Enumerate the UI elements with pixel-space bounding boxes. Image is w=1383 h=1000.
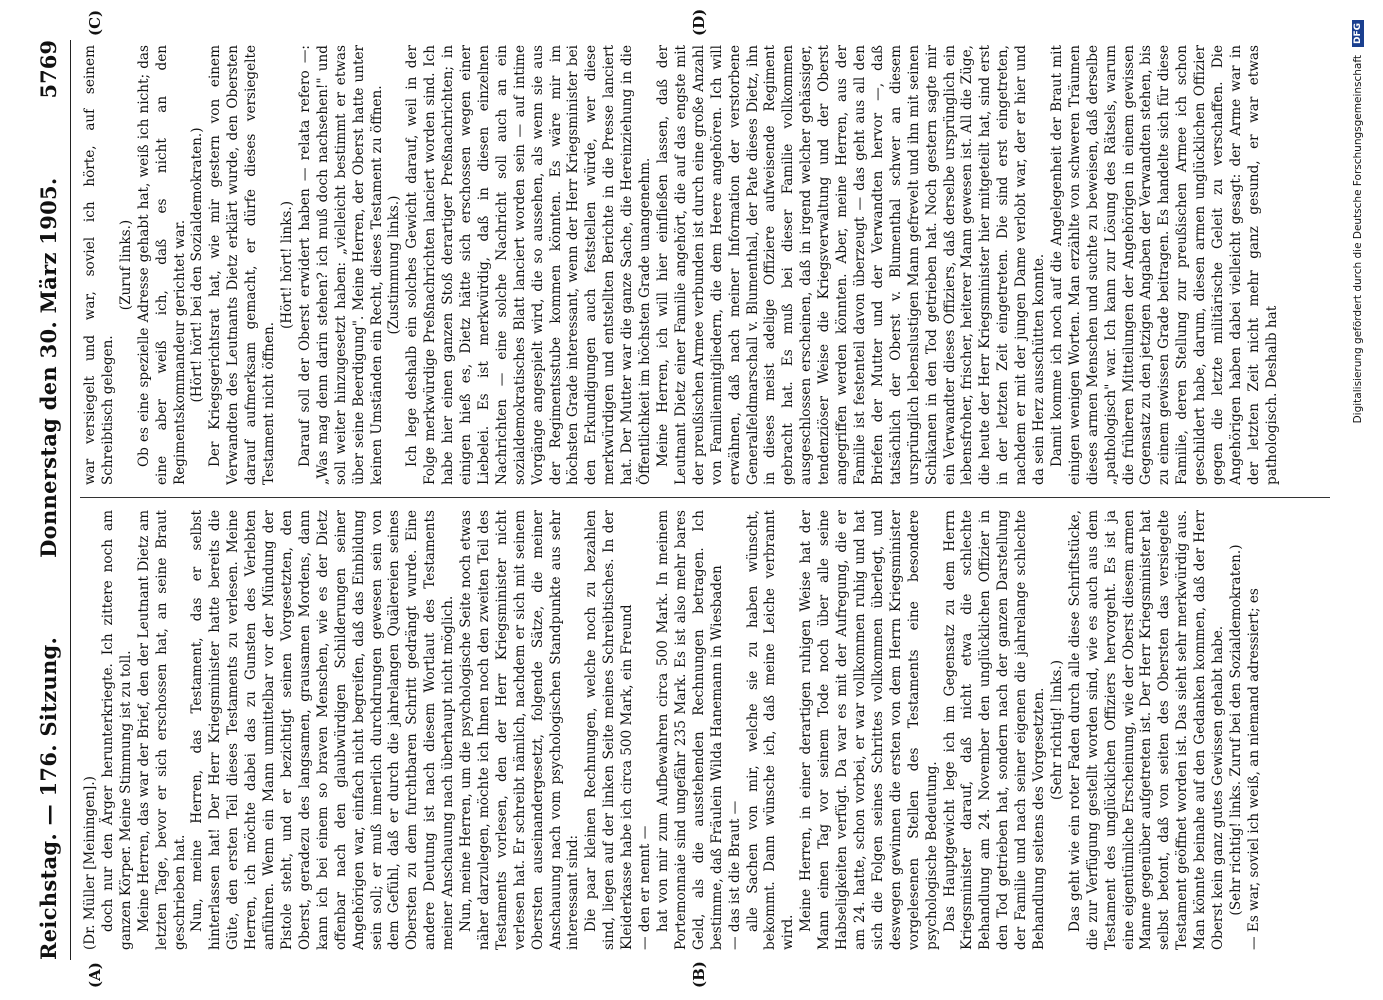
margin-marker-c: (C) <box>86 9 104 36</box>
page-header <box>36 40 71 960</box>
paragraph: Nun, meine Herren, um die psychologische Seite noch etwas näher darzulegen, möchte ich Ihnen noch den zweiten Teil des Testaments vorlesen, den der Herr Kriegsminister nicht verlesen hat. Er schreibt nämlich, nachdem er sich mit seinem Obersten auseinandergesetzt, folgende Sätze, die meiner Anschauung nach vom psychologischen Standpunkte aus sehr interessant sind: <box>458 510 582 950</box>
speaker-line: (Dr. Müller [Meiningen].) <box>82 776 98 950</box>
column-divider <box>80 497 1330 498</box>
quoted-paragraph: hat von mir zum Aufbewahren circa 500 Mark. In meinem Portemonnaie sind ungefähr 235 Mark. Es ist also mehr bares Geld, als die ausstehenden Rechnungen betragen. Ich bestimme, daß Fräulein Wilda Hanemann in Wiesbaden <box>655 510 725 950</box>
page-number: 5769 <box>36 40 61 99</box>
quoted-paragraph: Die paar kleinen Rechnungen, welche noch zu bezahlen sind, liegen auf der linken Seite meines Schreibtisches. In der Kleiderkasse habe ich circa 500 Mark, ein Freund <box>583 510 636 950</box>
digitization-credit <box>1352 20 1364 423</box>
paragraph: doch nur den Ärger herunterkriegte. Ich zittere noch am ganzen Körper. Meine Stimmung ist zu toll. <box>99 510 134 950</box>
right-column <box>82 45 1322 485</box>
audience-reaction: (Zustimmung links.) <box>386 195 403 335</box>
paragraph: Meine Herren, ich will hier einfließen lassen, daß der Leutnant Dietz einer Familie angehört, die auf das engste mit der preußischen Armee verbunden ist durch eine große Anzahl von Familienmitgliedern, die dem Heere angehören. Ich will erwähnen, daß nach meiner Information der verstorbene Generalfeldmarschall v. Blumenthal, der Pate dieses Dietz, ihn in dieses meist adelige Offiziere aufweisende Regiment gebracht hat. Es muß bei dieser Familie vollkommen ausgeschlossen erscheinen, daß in irgend welcher gehässiger, tendenziöser Weise die Kriegsverwaltung und der Oberst angegriffen werden könnten. Aber, meine Herren, aus der Familie ist festenteil davon überzeugt — das geht aus all den Briefen der Mutter und der Verwandten hervor —, daß tatsächlich der Oberst v. Blumenthal schwer an diesem ursprünglich lebenslustigen Mann gefrevelt und ihn mit seinen Schikanen in den Tod getrieben hat. Noch gestern sagte mir ein Verwandter dieses Offiziers, daß derselbe ursprünglich ein lebensfroher, frischer, heiterer Mann gewesen ist. All die Züge, die heute der Herr Kriegsminister hier mitgeteilt hat, sind erst in der letzten Zeit eingetreten. Die sind erst eingetreten, nachdem er mit der jungen Dame verlobt war, der er hier und da sein Herz ausschütten konnte. <box>655 45 1048 485</box>
interjection: — das ist die Braut — <box>726 800 743 950</box>
audience-reaction: (Sehr richtig! links. Zuruf bei den Sozialdemokraten.) <box>1228 544 1244 916</box>
header-session: Reichstag. — 176. Sitzung. <box>36 636 61 960</box>
audience-reaction: (Hört! hört! bei den Sozialdemokraten.) <box>189 127 206 403</box>
audience-reaction: (Hört! hört! links.) <box>278 200 295 330</box>
paragraph: Meine Herren, das war der Brief, den der Leutnant Dietz am letzten Tage, bevor er sich erschossen hat, an seine Braut geschrieben hat. <box>135 510 188 950</box>
quoted-paragraph: alle Sachen von mir, welche sie zu haben wünscht, bekommt. Dann wünsche ich, daß meine Leiche verbrannt wird. <box>744 510 797 950</box>
margin-marker-a: (A) <box>86 962 104 988</box>
paragraph: Das Hauptgewicht lege ich im Gegensatz zu dem Herrn Kriegsminister darauf, daß nicht etwa die schlechte Behandlung am 24. November den unglücklichen Offizier in den Tod getrieben hat, sondern nach der ganzen Darstellung der Familie und nach seiner eigenen die jahrelange schlechte Behandlung seitens des Vorgesetzten. <box>941 510 1048 950</box>
dfg-logo: DFG <box>1352 20 1364 47</box>
paragraph: Ob es eine spezielle Adresse gehabt hat, weiß ich nicht; das eine aber weiß ich, daß es nicht an den Regimentskommandeur gerichtet war. <box>135 45 188 485</box>
paragraph: Der Kriegsgerichtsrat hat, wie mir gestern von einem Verwandten des Leutnants Dietz erklärt wurde, den Obersten darauf aufmerksam gemacht, er dürfe dieses versiegelte Testament nicht öffnen. <box>207 45 278 485</box>
paragraph: — Es war, soviel ich weiß, an niemand adressiert; es <box>1245 588 1262 950</box>
audience-reaction: (Sehr richtig! links.) <box>1048 659 1065 801</box>
margin-marker-d: (D) <box>690 8 708 36</box>
credit-text: Digitalisierung gefördert durch die Deutsche Forschungsgemeinschaft <box>1352 55 1364 424</box>
margin-marker-b: (B) <box>690 961 708 988</box>
audience-reaction: (Zuruf links.) <box>117 219 134 311</box>
paragraph: Darauf soll der Oberst erwidert haben — relata refero —: „Was mag denn darin stehen? ich muß doch nachsehen!" und soll weiter hinzugesetzt haben: „vielleicht bestimmt er etwas über seine Beerdigung". Meine Herren, der Oberst hatte unter keinen Umständen ein Recht, dieses Testament zu öffnen. <box>296 45 385 485</box>
interjection: — den er nennt — <box>637 825 654 950</box>
paragraph: Ich lege deshalb ein solches Gewicht darauf, weil in der Folge merkwürdige Preßnachrichten lanciert worden sind. Ich habe hier einen ganzen Stoß derartiger Preßnachrichten; in einigen hieß es, Dietz hätte sich erschossen wegen einer Liebelei. Es ist merkwürdig, daß in diesen einzelnen Nachrichten — eine solche Nachricht soll auch an ein sozialdemokratisches Blatt lanciert worden sein — auf intime Vorgänge angespielt wird, die so aussehen, als wenn sie aus der Regimentsstube kommen könnten. Es wäre mir im höchsten Grade interessant, wenn der Herr Kriegsminister bei den Erkundigungen auch feststellen würde, wer diese merkwürdigen und entstellten Berichte in die Presse lanciert hat. Der Mutter war die ganze Sache, die Hereinziehung in die Öffentlichkeit im höchsten Grade unangenehm. <box>404 45 654 485</box>
header-date: Donnerstag den 30. März 1905. <box>36 177 61 558</box>
paragraph: Damit komme ich noch auf die Angelegenheit der Braut mit einigen wenigen Worten. Man erzählte von schweren Träumen dieses armen Menschen und suchte zu beweisen, daß derselbe „pathologisch" war. Ich kann zur Lösung des Rätsels, warum die früheren Mitteilungen der Angehörigen in einem gewissen Gegensatz zu den jetzigen Angaben der Verwandten stehen, bis zu einem gewissen Grade beitragen. Es handelte sich für diese Familie, deren Stellung zur preußischen Armee ich schon geschildert habe, darum, diesen armen unglücklichen Offizier gegen die letzte militärische Geleit zu verschaffen. Die Angehörigen haben dabei vielleicht gesagt: der Arme war in der letzten Zeit nicht mehr ganz gesund, er war etwas pathologisch. Deshalb hat <box>1048 45 1280 485</box>
paragraph: Meine Herren, in einer derartigen ruhigen Weise hat der Mann einen Tag vor seinem Tode noch über alle seine Habseligkeiten verfügt. Da war es mit der Aufregung, die er am 24. hatte, schon vorbei, er war vollkommen ruhig und hat sich die Folgen seines Schrittes vollkommen überlegt, und deswegen gewinnen die ersten von dem Herrn Kriegsminister vorgelesenen Stellen des Testaments eine besondere psychologische Bedeutung. <box>798 510 940 950</box>
paragraph: war versiegelt und war, soviel ich hörte, auf seinem Schreibtisch gelegen. <box>82 45 116 485</box>
paragraph: Nun, meine Herren, das Testament, das er selbst hinterlassen hat! Der Herr Kriegsminister hatte bereits die Güte, den ersten Teil dieses Testaments zu verlesen. Meine Herren, ich möchte dabei das zu Gunsten des Verlebten anführen. Wenn ein Mann unmittelbar vor der Mündung der Pistole steht, und er bezichtigt seinen Vorgesetzten, den Oberst, geradezu des langsamen, grausamen Mordens, dann kann ich bei einem so braven Menschen, wie es der Dietz offenbar nach den glaubwürdigen Schilderungen seiner Angehörigen war, einfach nicht begreifen, daß das Einbildung sein soll; er muß innerlich durchdrungen gewesen sein von dem Gefühl, daß er durch die jahrelangen Quälereien seines Obersten zu dem furchtbaren Schritt gedrängt wurde. Eine andere Deutung ist nach diesem Wortlaut des Testaments meiner Anschauung nach überhaupt nicht möglich. <box>189 510 457 950</box>
paragraph: Das geht wie ein roter Faden durch alle diese Schriftstücke, die zur Verfügung gestellt worden sind, wie es auch aus dem Testament des unglücklichen Offiziers hervorgeht. Es ist ja eine eigentümliche Erscheinung, wie der Oberst diesem armen Manne gegenüber aufgetreten ist. Der Herr Kriegsminister hat selbst betont, daß von seiten des Obersten das versiegelte Testament geöffnet worden ist. Das sieht sehr merkwürdig aus. Man könnte beinahe auf den Gedanken kommen, daß der Herr Oberst kein ganz gutes Gewissen gehabt habe. <box>1066 510 1227 950</box>
left-column <box>82 510 1322 950</box>
